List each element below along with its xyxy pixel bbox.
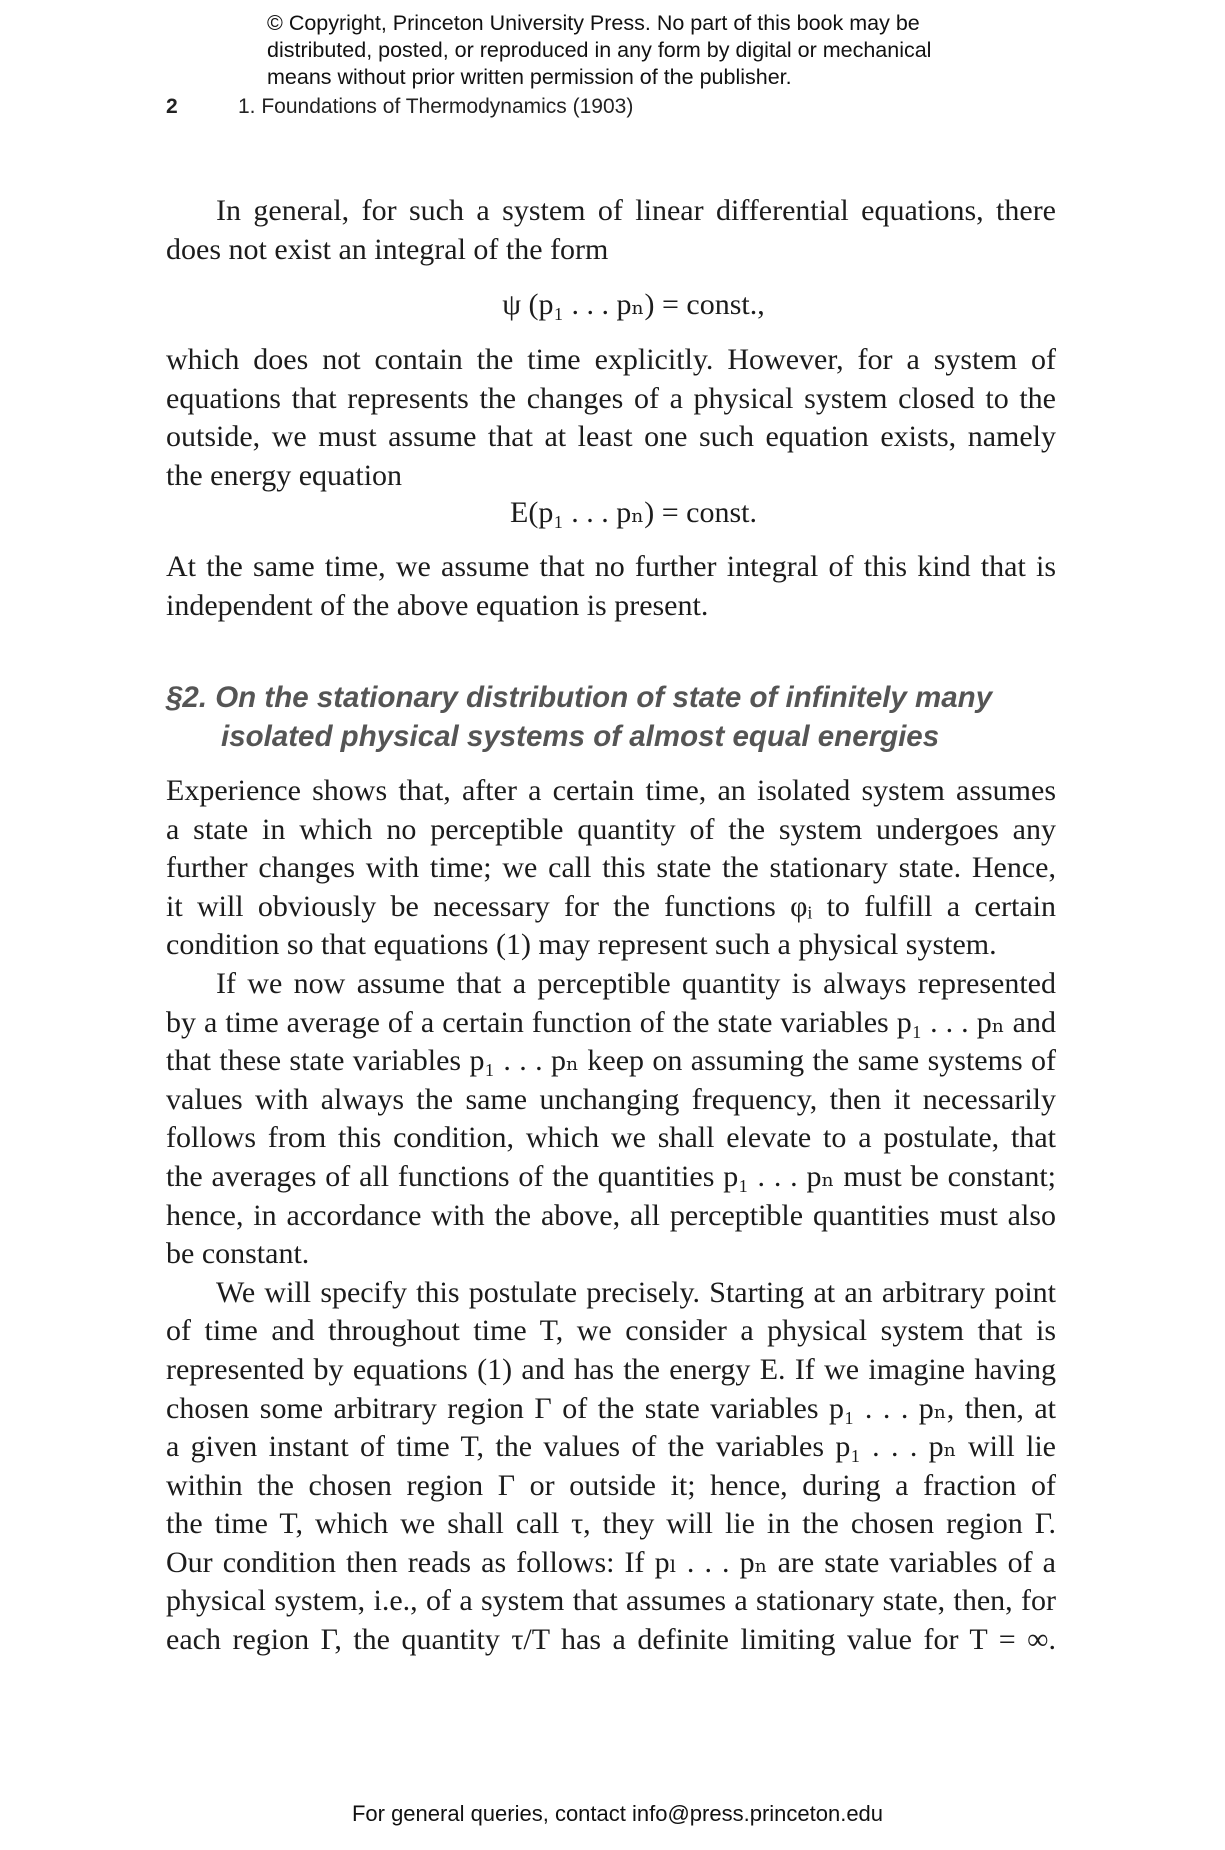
text-line: outside, we must assume that at least one such equation exists, namely: [166, 420, 1056, 454]
section-body: [166, 772, 1056, 1660]
text-line: within the chosen region Γ or outside it; hence, during a fraction of: [166, 1468, 1056, 1502]
text-line: further changes with time; we call this state the stationary state. Hence,: [166, 851, 1056, 885]
copyright-line: means without prior written permission of the publisher.: [267, 65, 792, 89]
text-line: be constant.: [166, 1237, 310, 1271]
section-heading-line: isolated physical systems of almost equal energies: [221, 720, 940, 753]
text-line: of time and throughout time T, we consider a physical system that is: [166, 1314, 1056, 1348]
text-line: does not exist an integral of the form: [166, 232, 609, 266]
text-line: it will obviously be necessary for the functions φᵢ to fulfill a certain: [166, 889, 1056, 923]
text-line: independent of the above equation is present.: [166, 588, 709, 622]
text-line: In general, for such a system of linear differential equations, there: [216, 194, 1056, 227]
text-line: We will specify this postulate precisely. Starting at an arbitrary point: [216, 1275, 1056, 1309]
text-line: chosen some arbitrary region Γ of the state variables p₁ . . . pₙ, then, at: [166, 1391, 1056, 1425]
equation-integral: ψ (p₁ . . . pₙ) = const.,: [502, 288, 765, 321]
equation-energy: E(p₁ . . . pₙ) = const.: [510, 496, 757, 529]
text-line: condition so that equations (1) may represent such a physical system.: [166, 928, 997, 962]
copyright-line: © Copyright, Princeton University Press. No part of this book may be: [267, 11, 920, 35]
copyright-line: distributed, posted, or reproduced in any form by digital or mechanical: [267, 38, 932, 62]
text-line: equations that represents the changes of a physical system closed to the: [166, 381, 1056, 415]
page-number: 2: [166, 95, 178, 118]
text-line: by a time average of a certain function of the state variables p₁ . . . pₙ and: [166, 1005, 1056, 1039]
text-line: the averages of all functions of the quantities p₁ . . . pₙ must be constant;: [166, 1159, 1056, 1193]
text-line: that these state variables p₁ . . . pₙ keep on assuming the same systems of: [166, 1044, 1056, 1078]
section-heading: [166, 678, 1066, 756]
text-line: physical system, i.e., of a system that assumes a stationary state, then, for: [166, 1584, 1056, 1618]
text-line: which does not contain the time explicitly. However, for a system of: [166, 343, 1056, 376]
text-line: hence, in accordance with the above, all perceptible quantities must also: [166, 1198, 1056, 1232]
text-line: values with always the same unchanging frequency, then it necessarily: [166, 1082, 1056, 1116]
paragraph-2: [166, 341, 1056, 495]
paragraph-1: [166, 192, 1056, 269]
chapter-title: 1. Foundations of Thermodynamics (1903): [238, 95, 634, 118]
text-line: the time T, which we shall call τ, they will lie in the chosen region Γ.: [166, 1507, 1056, 1541]
copyright-notice: [267, 10, 1027, 91]
text-line: a given instant of time T, the values of the variables p₁ . . . pₙ will lie: [166, 1430, 1056, 1464]
text-line: a state in which no perceptible quantity of the system undergoes any: [166, 812, 1056, 846]
text-line: follows from this condition, which we shall elevate to a postulate, that: [166, 1121, 1056, 1155]
text-line: represented by equations (1) and has the energy E. If we imagine having: [166, 1352, 1056, 1386]
footer-contact: For general queries, contact info@press.princeton.edu: [351, 1801, 884, 1826]
text-line: If we now assume that a perceptible quantity is always represented: [216, 966, 1056, 1000]
text-line: each region Γ, the quantity τ/T has a definite limiting value for T = ∞.: [166, 1623, 1056, 1657]
text-line: At the same time, we assume that no further integral of this kind that is: [166, 550, 1056, 583]
paragraph-3: [166, 548, 1056, 625]
section-heading-line: §2. On the stationary distribution of state of infinitely many: [166, 681, 993, 714]
text-line: Experience shows that, after a certain time, an isolated system assumes: [166, 774, 1056, 807]
text-line: Our condition then reads as follows: If pₗ . . . pₙ are state variables of a: [166, 1545, 1056, 1579]
text-line: the energy equation: [166, 458, 403, 492]
